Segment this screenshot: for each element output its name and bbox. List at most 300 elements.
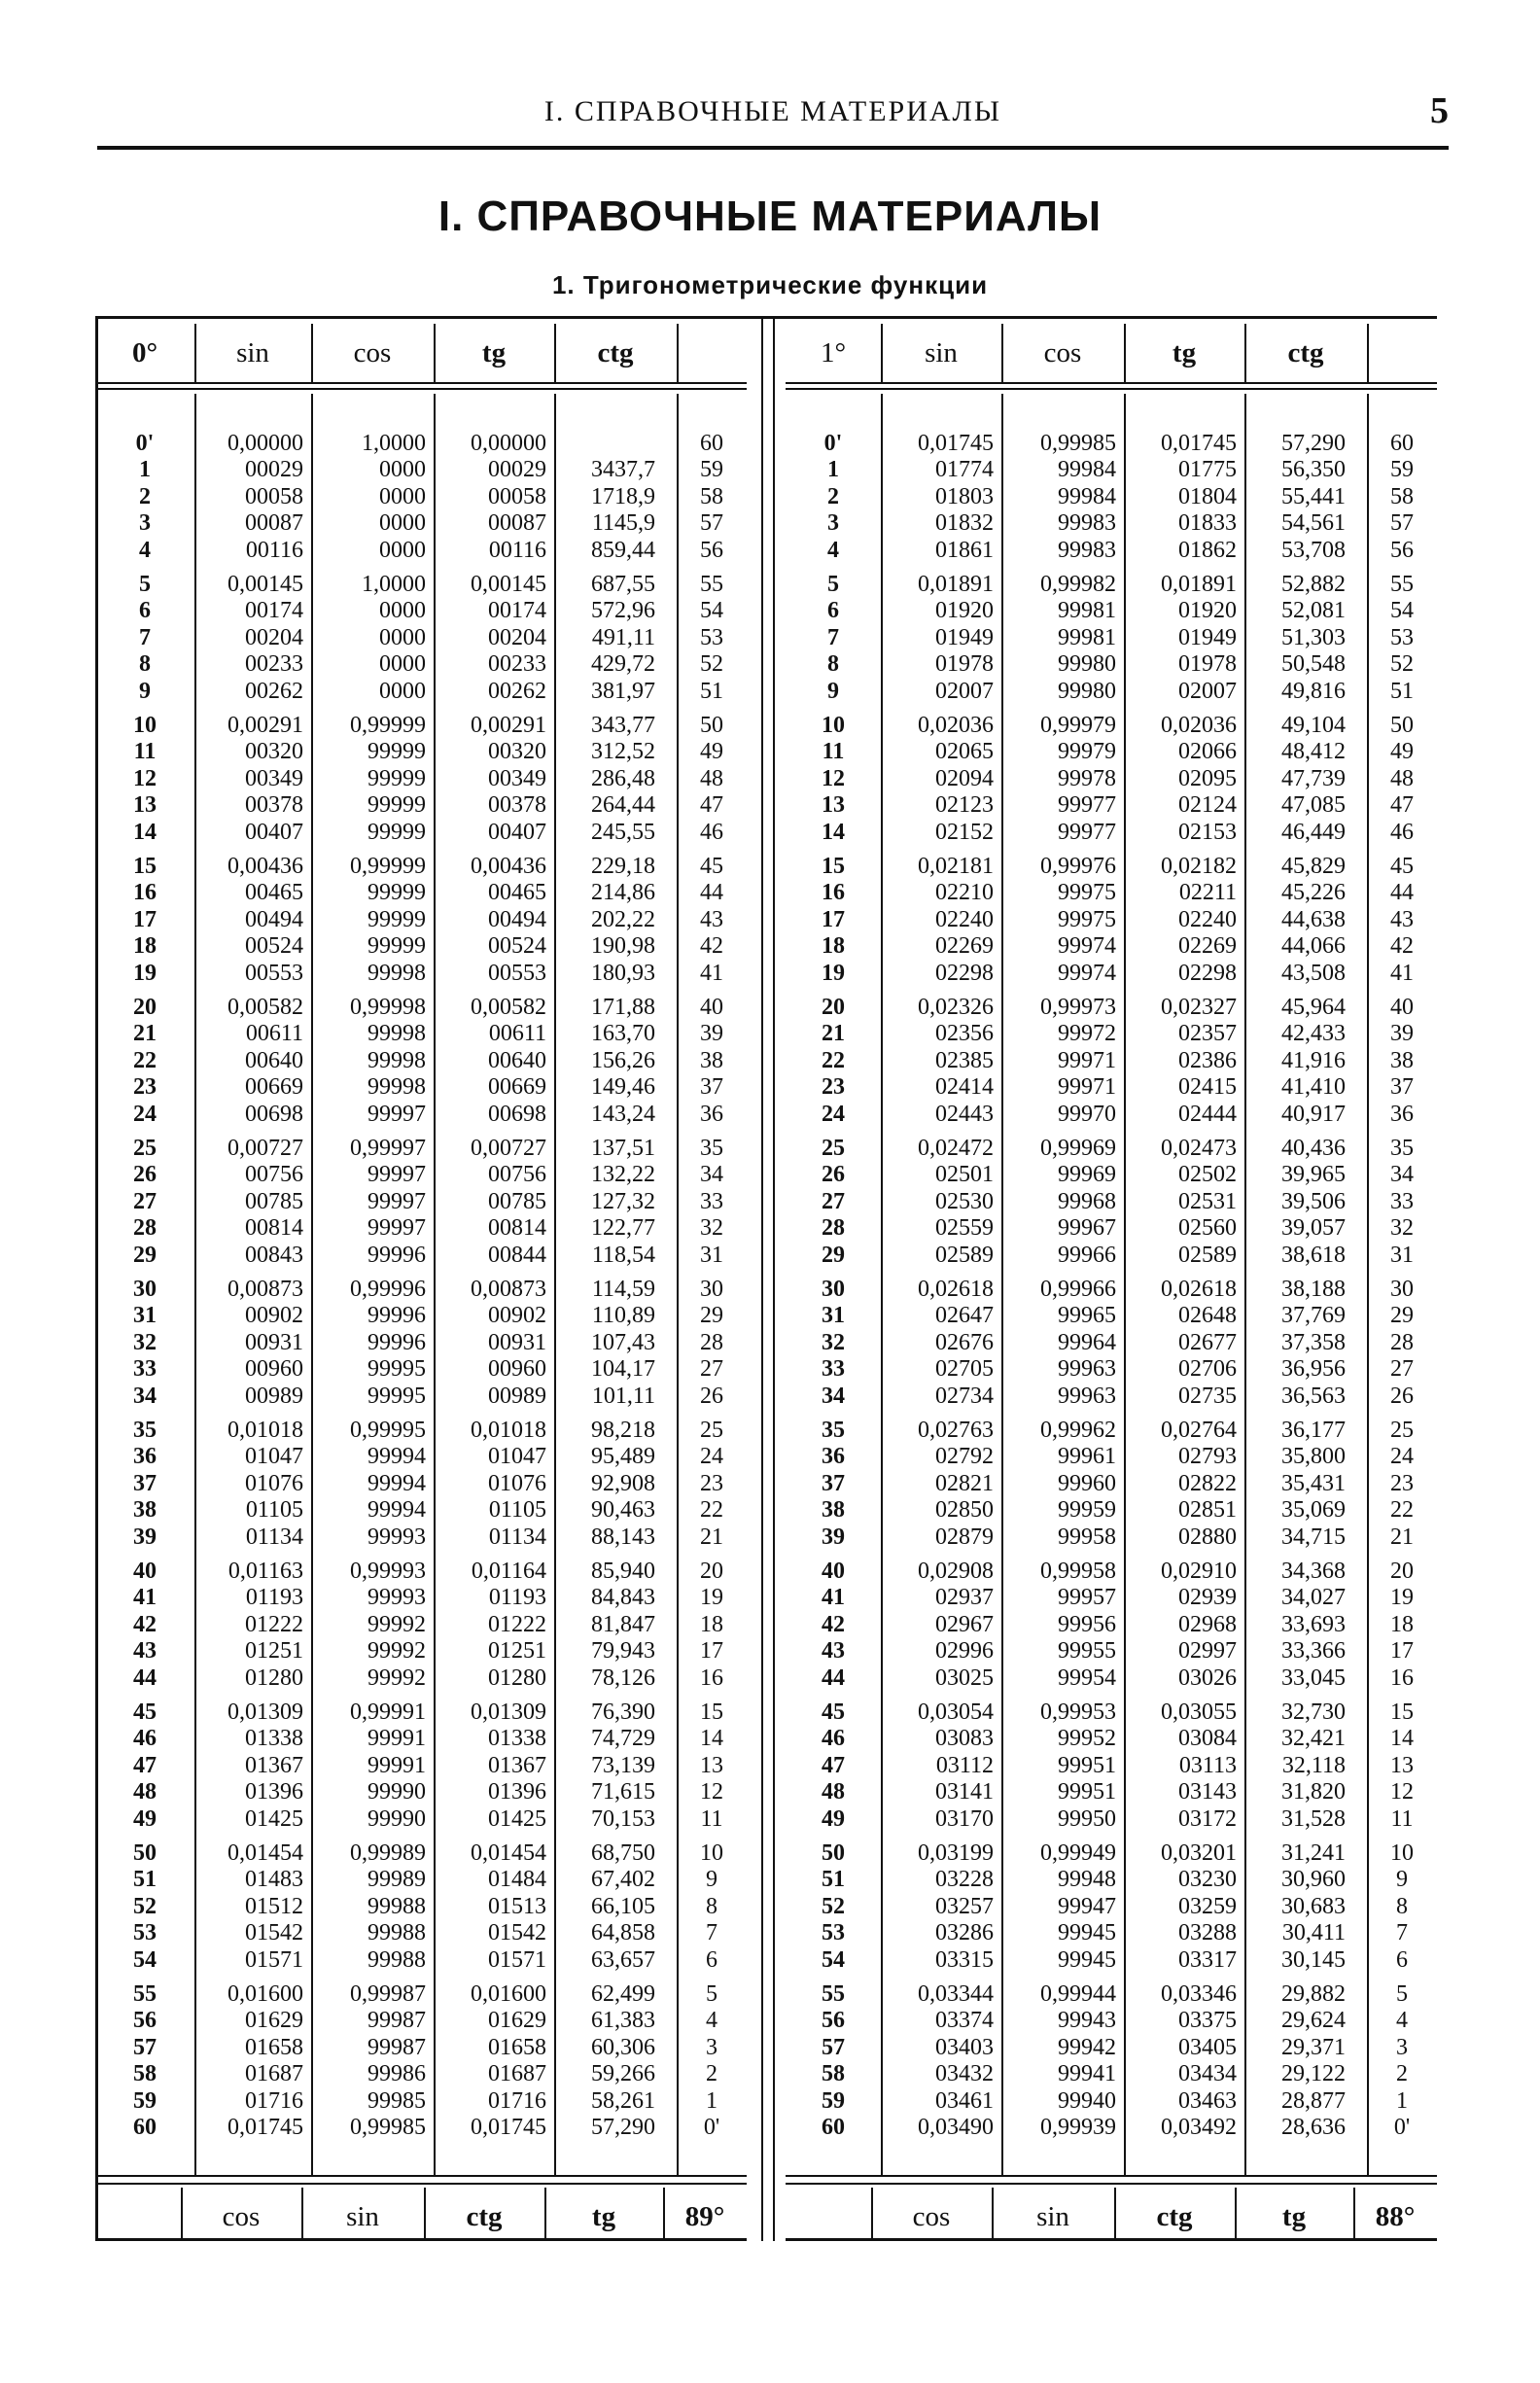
- table-cell: 41: [133, 1585, 157, 1611]
- row-group: [554, 1840, 655, 1981]
- row-group: [881, 1277, 994, 1418]
- table-cell: 90,463: [591, 1497, 655, 1524]
- table-cell: 0,03490: [918, 2114, 994, 2140]
- table-cell: 02589: [935, 1242, 994, 1268]
- row-group: [881, 1840, 994, 1981]
- table-cell: 14: [822, 819, 845, 845]
- table-cell: 46: [1390, 819, 1414, 845]
- table-cell: 03432: [935, 2061, 994, 2087]
- table-cell: 2: [827, 483, 839, 509]
- table-cell: 99994: [368, 1497, 426, 1524]
- table-cell: 00553: [245, 960, 303, 986]
- table-cell: 3: [139, 510, 151, 537]
- row-group: [881, 572, 994, 713]
- table-cell: 39,057: [1281, 1215, 1346, 1242]
- header-sin: sin: [925, 337, 958, 368]
- table-cell: 00233: [488, 651, 546, 678]
- table-cell: 4: [706, 2008, 718, 2034]
- table-cell: 0,01600: [228, 1981, 303, 2007]
- table-cell: 1: [1396, 2087, 1408, 2114]
- table-cell: 19: [133, 960, 157, 986]
- table-cell: 3437,7: [591, 457, 655, 483]
- row-group: [554, 713, 655, 854]
- row-group: [786, 1277, 881, 1418]
- table-cell: 03228: [935, 1867, 994, 1893]
- row-group: [1124, 1418, 1237, 1559]
- table-cell: 41,916: [1281, 1047, 1346, 1073]
- table-cell: 8: [706, 1893, 718, 1919]
- table-cell: 37,358: [1281, 1329, 1346, 1355]
- table-cell: 26: [700, 1383, 723, 1409]
- table-cell: 99999: [368, 792, 426, 819]
- row-group: [1001, 713, 1116, 854]
- table-cell: 03230: [1178, 1867, 1237, 1893]
- table-cell: 02967: [935, 1611, 994, 1637]
- table-cell: 2: [1396, 2061, 1408, 2087]
- table-cell: 0,01163: [228, 1559, 303, 1584]
- table-cell: 01862: [1178, 537, 1237, 563]
- table-cell: 118,54: [591, 1242, 655, 1268]
- row-group: [434, 1136, 546, 1277]
- table-cell: 33,045: [1281, 1665, 1346, 1691]
- table-cell: 28: [822, 1215, 845, 1242]
- row-group: [1001, 431, 1116, 572]
- table-cell: 54: [822, 1946, 845, 1973]
- row-group: [311, 1981, 426, 2140]
- table-cell: 02735: [1178, 1383, 1237, 1409]
- table-cell: 02065: [935, 739, 994, 765]
- table-cell: 01629: [245, 2008, 303, 2034]
- row-group: [194, 572, 303, 713]
- table-cell: 54: [700, 598, 723, 624]
- table-cell: 36: [822, 1444, 845, 1470]
- table-cell: 99987: [368, 2008, 426, 2034]
- table-cell: 00058: [245, 483, 303, 509]
- table-cell: 0,99998: [350, 995, 426, 1020]
- row-group: [554, 1136, 655, 1277]
- table-cell: 00058: [488, 483, 546, 509]
- table-cell: 48: [1390, 765, 1414, 791]
- table-cell: 02007: [1178, 678, 1237, 704]
- table-cell: 35,800: [1281, 1444, 1346, 1470]
- table-cell: 01484: [488, 1867, 546, 1893]
- table-cell: 0000: [379, 598, 426, 624]
- table-cell: 0,99995: [350, 1418, 426, 1443]
- table-cell: 79,943: [591, 1638, 655, 1665]
- column-minutes-reverse: [1367, 431, 1437, 2140]
- table-cell: 381,97: [591, 678, 655, 704]
- table-cell: 28,877: [1281, 2087, 1346, 2114]
- table-cell: 27: [700, 1356, 723, 1383]
- table-cell: 54: [1390, 598, 1414, 624]
- table-cell: 343,77: [591, 713, 655, 738]
- table-cell: 99951: [1058, 1779, 1116, 1805]
- table-cell: 34: [1390, 1162, 1414, 1188]
- row-group: [95, 1981, 194, 2140]
- table-cell: 02386: [1178, 1047, 1237, 1073]
- row-group: [311, 1136, 426, 1277]
- table-cell: 15: [1390, 1700, 1414, 1725]
- table-cell: 00494: [488, 906, 546, 932]
- table-cell: 99943: [1058, 2008, 1116, 2034]
- table-cell: 55: [1390, 572, 1414, 597]
- table-cell: 60: [700, 431, 723, 456]
- row-group: [434, 854, 546, 995]
- table-cell: 03170: [935, 1805, 994, 1832]
- table-cell: 36: [133, 1444, 157, 1470]
- row-group: [881, 713, 994, 854]
- table-cell: 38: [700, 1047, 723, 1073]
- table-cell: 35,431: [1281, 1470, 1346, 1496]
- row-group: [1001, 1277, 1116, 1418]
- table-cell: 58: [822, 2061, 845, 2087]
- table-cell: 26: [133, 1162, 157, 1188]
- table-cell: 0,99944: [1040, 1981, 1116, 2007]
- row-group: [1124, 1700, 1237, 1840]
- table-cell: 99983: [1058, 537, 1116, 563]
- table-cell: 31,241: [1281, 1840, 1346, 1866]
- table-cell: 03026: [1178, 1665, 1237, 1691]
- row-group: [677, 1700, 747, 1840]
- row-group: [1367, 1559, 1437, 1700]
- table-cell: [554, 431, 655, 457]
- table-cell: 02530: [935, 1188, 994, 1214]
- table-cell: 0,01745: [228, 2114, 303, 2140]
- table-cell: 01367: [245, 1752, 303, 1778]
- table-cell: 22: [700, 1497, 723, 1524]
- table-cell: 81,847: [591, 1611, 655, 1637]
- table-cell: 45: [1390, 854, 1414, 879]
- column-sin: [881, 431, 994, 2140]
- row-group: [311, 1700, 426, 1840]
- table-cell: 45,226: [1281, 880, 1346, 906]
- table-cell: 99993: [368, 1585, 426, 1611]
- table-cell: 30: [700, 1277, 723, 1302]
- table-cell: 0,00145: [228, 572, 303, 597]
- footer-ctg: ctg: [1156, 2201, 1193, 2232]
- table-cell: 03172: [1178, 1805, 1237, 1832]
- table-cell: 31: [822, 1303, 845, 1329]
- table-cell: 99991: [368, 1752, 426, 1778]
- table-cell: 02153: [1178, 819, 1237, 845]
- row-group: [95, 1136, 194, 1277]
- table-cell: 00902: [245, 1303, 303, 1329]
- table-cell: 22: [1390, 1497, 1414, 1524]
- table-cell: 02793: [1178, 1444, 1237, 1470]
- table-cell: 01134: [245, 1524, 303, 1550]
- table-cell: 99998: [368, 1074, 426, 1101]
- table-center-divider: [761, 316, 775, 2241]
- table-cell: 0,00291: [228, 713, 303, 738]
- row-group: [434, 1559, 546, 1700]
- table-cell: 00669: [488, 1074, 546, 1101]
- table-cell: 00931: [488, 1329, 546, 1355]
- row-group: [1001, 1840, 1116, 1981]
- table-cell: 00262: [488, 678, 546, 704]
- table-cell: 38: [1390, 1047, 1414, 1073]
- table-cell: 39,965: [1281, 1162, 1346, 1188]
- table-cell: 58: [700, 483, 723, 509]
- row-group: [1244, 995, 1346, 1136]
- table-cell: 50: [700, 713, 723, 738]
- row-group: [194, 1136, 303, 1277]
- table-cell: 12: [1390, 1779, 1414, 1805]
- table-cell: 13: [700, 1752, 723, 1778]
- table-cell: 42: [1390, 933, 1414, 960]
- table-cell: 25: [133, 1136, 157, 1161]
- table-cell: 64,858: [591, 1920, 655, 1946]
- row-group: [95, 1418, 194, 1559]
- table-cell: 00814: [488, 1215, 546, 1242]
- table-cell: 859,44: [591, 537, 655, 563]
- table-cell: 01425: [245, 1805, 303, 1832]
- table-cell: 1: [139, 457, 151, 483]
- table-cell: 20: [1390, 1559, 1414, 1584]
- row-group: [1244, 572, 1346, 713]
- table-cell: 01658: [488, 2034, 546, 2060]
- table-cell: 02501: [935, 1162, 994, 1188]
- table-cell: 35: [700, 1136, 723, 1161]
- table-cell: 02357: [1178, 1021, 1237, 1047]
- table-cell: 38,618: [1281, 1242, 1346, 1268]
- table-cell: 00087: [245, 510, 303, 537]
- running-head: [97, 89, 1449, 138]
- table-cell: 99951: [1058, 1752, 1116, 1778]
- row-group: [1124, 995, 1237, 1136]
- table-cell: 33: [822, 1356, 845, 1383]
- table-cell: 99979: [1058, 739, 1116, 765]
- table-cell: 02677: [1178, 1329, 1237, 1355]
- table-cell: 0,03346: [1161, 1981, 1237, 2007]
- table-cell: 02879: [935, 1524, 994, 1550]
- table-cell: 49: [1390, 739, 1414, 765]
- table-cell: 01222: [245, 1611, 303, 1637]
- table-cell: 99966: [1058, 1242, 1116, 1268]
- table-cell: 10: [700, 1840, 723, 1866]
- table-cell: 286,48: [591, 765, 655, 791]
- table-cell: 53: [822, 1920, 845, 1946]
- table-cell: 01483: [245, 1867, 303, 1893]
- table-cell: 0,00000: [228, 431, 303, 456]
- table-cell: 0': [823, 431, 843, 456]
- table-cell: 53,708: [1281, 537, 1346, 563]
- table-cell: 0,99999: [350, 713, 426, 738]
- table-cell: 99980: [1058, 651, 1116, 678]
- table-cell: 16: [1390, 1665, 1414, 1691]
- table-cell: 13: [822, 792, 845, 819]
- table-cell: 32,730: [1281, 1700, 1346, 1725]
- row-group: [881, 1418, 994, 1559]
- table-cell: 38: [822, 1497, 845, 1524]
- table-cell: 60: [133, 2114, 157, 2140]
- table-cell: 34,027: [1281, 1585, 1346, 1611]
- table-cell: 47: [133, 1752, 157, 1778]
- table-cell: 0,03054: [918, 1700, 994, 1725]
- table-cell: 03434: [1178, 2061, 1237, 2087]
- table-cell: 45: [700, 854, 723, 879]
- table-cell: 43: [822, 1638, 845, 1665]
- table-cell: 99969: [1058, 1162, 1116, 1188]
- table-cell: 02559: [935, 1215, 994, 1242]
- table-cell: 01978: [1178, 651, 1237, 678]
- footer-cos: cos: [222, 2201, 261, 2232]
- table-cell: 99988: [368, 1920, 426, 1946]
- table-cell: 52: [822, 1893, 845, 1919]
- table-cell: 23: [700, 1470, 723, 1496]
- table-cell: 0,01745: [918, 431, 994, 456]
- row-group: [554, 995, 655, 1136]
- table-cell: 35: [1390, 1136, 1414, 1161]
- row-group: [194, 431, 303, 572]
- table-cell: 34,715: [1281, 1524, 1346, 1550]
- table-cell: 0,99989: [350, 1840, 426, 1866]
- table-cell: 6: [827, 598, 839, 624]
- table-cell: 3: [1396, 2034, 1408, 2060]
- table-cell: 02095: [1178, 765, 1237, 791]
- row-group: [1001, 1981, 1116, 2140]
- table-cell: 0,00873: [471, 1277, 546, 1302]
- table-cell: 5: [827, 572, 839, 597]
- table-cell: 03286: [935, 1920, 994, 1946]
- table-cell: 99985: [368, 2087, 426, 2114]
- table-cell: 42,433: [1281, 1021, 1346, 1047]
- table-cell: 5: [706, 1981, 718, 2007]
- row-group: [786, 995, 881, 1136]
- table-cell: 01629: [488, 2008, 546, 2034]
- table-cell: 1,0000: [362, 431, 426, 456]
- table-cell: 01396: [488, 1779, 546, 1805]
- table-cell: 11: [822, 739, 845, 765]
- table-cell: 58: [133, 2061, 157, 2087]
- table-cell: 66,105: [591, 1893, 655, 1919]
- table-cell: 02560: [1178, 1215, 1237, 1242]
- table-cell: 47,739: [1281, 765, 1346, 791]
- header-cos: cos: [1043, 337, 1082, 368]
- table-cell: 18: [133, 933, 157, 960]
- table-cell: 29,882: [1281, 1981, 1346, 2007]
- table-cell: 0': [703, 2114, 720, 2140]
- table-cell: 33: [700, 1188, 723, 1214]
- table-cell: 00262: [245, 678, 303, 704]
- table-cell: 36: [700, 1101, 723, 1127]
- table-cell: 01338: [245, 1726, 303, 1752]
- table-cell: 55: [700, 572, 723, 597]
- table-cell: 99978: [1058, 765, 1116, 791]
- table-cell: 30,411: [1281, 1920, 1346, 1946]
- table-cell: 37: [700, 1074, 723, 1101]
- table-cell: 32: [133, 1329, 157, 1355]
- table-cell: 70,153: [591, 1805, 655, 1832]
- table-cell: 03463: [1178, 2087, 1237, 2114]
- table-cell: 01280: [488, 1665, 546, 1691]
- table-cell: 0,02182: [1161, 854, 1237, 879]
- table-cell: 127,32: [591, 1188, 655, 1214]
- row-group: [677, 572, 747, 713]
- table-cell: 99992: [368, 1665, 426, 1691]
- table-cell: 49: [133, 1805, 157, 1832]
- table-cell: 02676: [935, 1329, 994, 1355]
- table-cell: 47: [822, 1752, 845, 1778]
- table-cell: 18: [700, 1611, 723, 1637]
- row-group: [1001, 572, 1116, 713]
- table-cell: 99997: [368, 1101, 426, 1127]
- table-cell: 51: [1390, 678, 1414, 704]
- table-cell: 9: [139, 678, 151, 704]
- table-cell: 99948: [1058, 1867, 1116, 1893]
- table-cell: 41,410: [1281, 1074, 1346, 1101]
- row-group: [194, 1840, 303, 1981]
- table-cell: 40: [1390, 995, 1414, 1020]
- footer-sin: sin: [346, 2201, 379, 2232]
- table-cell: 50,548: [1281, 651, 1346, 678]
- chapter-title: I. СПРАВОЧНЫЕ МАТЕРИАЛЫ: [438, 193, 1102, 240]
- table-cell: 00669: [245, 1074, 303, 1101]
- table-cell: 49: [822, 1805, 845, 1832]
- table-cell: 03461: [935, 2087, 994, 2114]
- table-cell: 2: [706, 2061, 718, 2087]
- table-cell: 101,11: [591, 1383, 655, 1409]
- table-cell: 45,964: [1281, 995, 1346, 1020]
- table-cell: 01076: [245, 1470, 303, 1496]
- table-cell: 01222: [488, 1611, 546, 1637]
- table-cell: 39: [700, 1021, 723, 1047]
- table-cell: 41: [822, 1585, 845, 1611]
- table-cell: 6: [1396, 1946, 1408, 1973]
- table-cell: 32,421: [1281, 1726, 1346, 1752]
- table-cell: 57,290: [1281, 431, 1346, 456]
- column-cos: [311, 431, 426, 2140]
- table-cell: 0,99939: [1040, 2114, 1116, 2140]
- table-cell: 99977: [1058, 819, 1116, 845]
- row-group: [194, 1981, 303, 2140]
- table-cell: 36,563: [1281, 1383, 1346, 1409]
- table-cell: 44,638: [1281, 906, 1346, 932]
- table-cell: 40,917: [1281, 1101, 1346, 1127]
- row-group: [1001, 854, 1116, 995]
- table-cell: 99995: [368, 1383, 426, 1409]
- table-cell: 99952: [1058, 1726, 1116, 1752]
- row-group: [1124, 1840, 1237, 1981]
- table-cell: 01396: [245, 1779, 303, 1805]
- table-cell: 245,55: [591, 819, 655, 845]
- table-cell: 0,99962: [1040, 1418, 1116, 1443]
- table-cell: 34: [700, 1162, 723, 1188]
- table-cell: 03375: [1178, 2008, 1237, 2034]
- row-group: [1001, 1700, 1116, 1840]
- table-cell: 31: [1390, 1242, 1414, 1268]
- row-group: [554, 1559, 655, 1700]
- table-cell: 51,303: [1281, 624, 1346, 650]
- footer-ctg: ctg: [466, 2201, 503, 2232]
- table-cell: 84,843: [591, 1585, 655, 1611]
- footer-cos: cos: [912, 2201, 951, 2232]
- table-cell: 99988: [368, 1946, 426, 1973]
- table-cell: 38: [133, 1497, 157, 1524]
- row-group: [1124, 1136, 1237, 1277]
- table-cell: 50: [1390, 713, 1414, 738]
- table-cell: 264,44: [591, 792, 655, 819]
- table-cell: 32: [700, 1215, 723, 1242]
- table-cell: 99971: [1058, 1047, 1116, 1073]
- table-cell: 01193: [488, 1585, 546, 1611]
- table-cell: 110,89: [591, 1303, 655, 1329]
- row-group: [1367, 1981, 1437, 2140]
- table-cell: 0,02036: [918, 713, 994, 738]
- table-cell: 53: [133, 1920, 157, 1946]
- table-cell: 99996: [368, 1329, 426, 1355]
- table-cell: 99963: [1058, 1356, 1116, 1383]
- table-cell: 32,118: [1281, 1752, 1346, 1778]
